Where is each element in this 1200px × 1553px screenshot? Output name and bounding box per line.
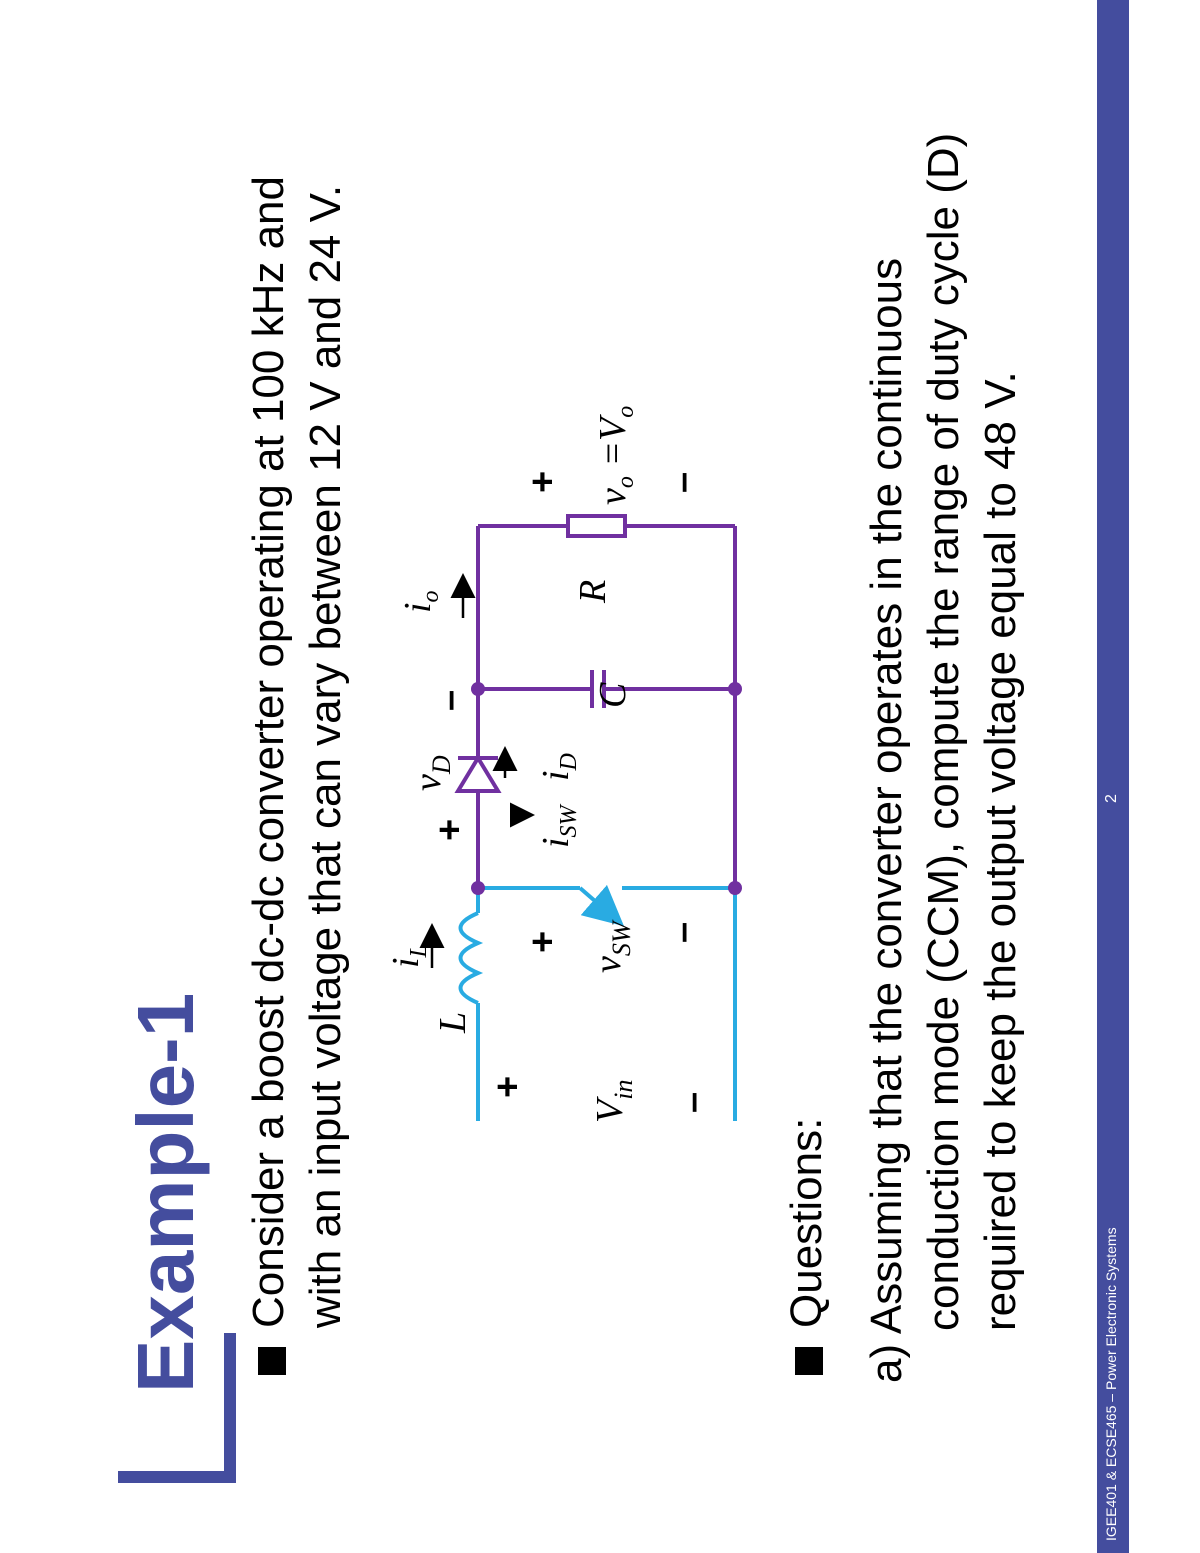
output-plus: + [522, 470, 564, 493]
resistor [568, 516, 625, 536]
intro-line-2: with an input voltage that can vary between 12 V and 24 V. [301, 184, 350, 1328]
intro-line-1: Consider a boost dc-dc converter operating at 100 kHz and [244, 176, 293, 1328]
circuit-labels [385, 406, 714, 1123]
diode-voltage-label: $v_D$ [407, 755, 456, 791]
footer-bar [1097, 0, 1129, 1553]
question-a-line-2: conduction mode (CCM), compute the range of duty cycle (D) [919, 132, 968, 1331]
output-current-label: $i_o$ [397, 590, 444, 613]
diode-plus: + [429, 818, 471, 841]
slide-title: Example-1 [121, 992, 210, 1393]
inductor-label: L [432, 1011, 474, 1033]
diode-triangle [458, 758, 498, 791]
switch-current-label: $i_{SW}$ [535, 805, 582, 848]
inductor-coil [461, 913, 479, 1003]
input-minus: – [672, 1091, 714, 1113]
switch-voltage-label: $v_{SW}$ [587, 921, 636, 973]
question-a-line-1: a) Assuming that the converter operates in the continuous [862, 257, 911, 1383]
capacitor-label: C [592, 682, 634, 708]
inductor-current-label: $i_L$ [385, 944, 432, 968]
circuit-nodes [471, 682, 742, 895]
switch-minus: – [662, 921, 704, 943]
input-plus: + [487, 1075, 529, 1098]
switch-plus: + [522, 930, 564, 953]
question-a-line-3: required to keep the output voltage equal to 48 V. [976, 371, 1025, 1331]
diode-minus: – [429, 689, 471, 711]
output-voltage-label: $v_o =V_o$ [592, 405, 639, 505]
questions-heading: Questions: [782, 1117, 831, 1328]
diode-current-label: $i_D$ [535, 753, 582, 781]
footer-page-number: 2 [1103, 794, 1120, 803]
input-voltage-label: $V_{in}$ [589, 1079, 638, 1123]
footer-course-title: IGEE401 & ECSE465 – Power Electronic Systems [1103, 1227, 1119, 1541]
output-minus: – [662, 471, 704, 493]
resistor-label: R [572, 579, 614, 603]
